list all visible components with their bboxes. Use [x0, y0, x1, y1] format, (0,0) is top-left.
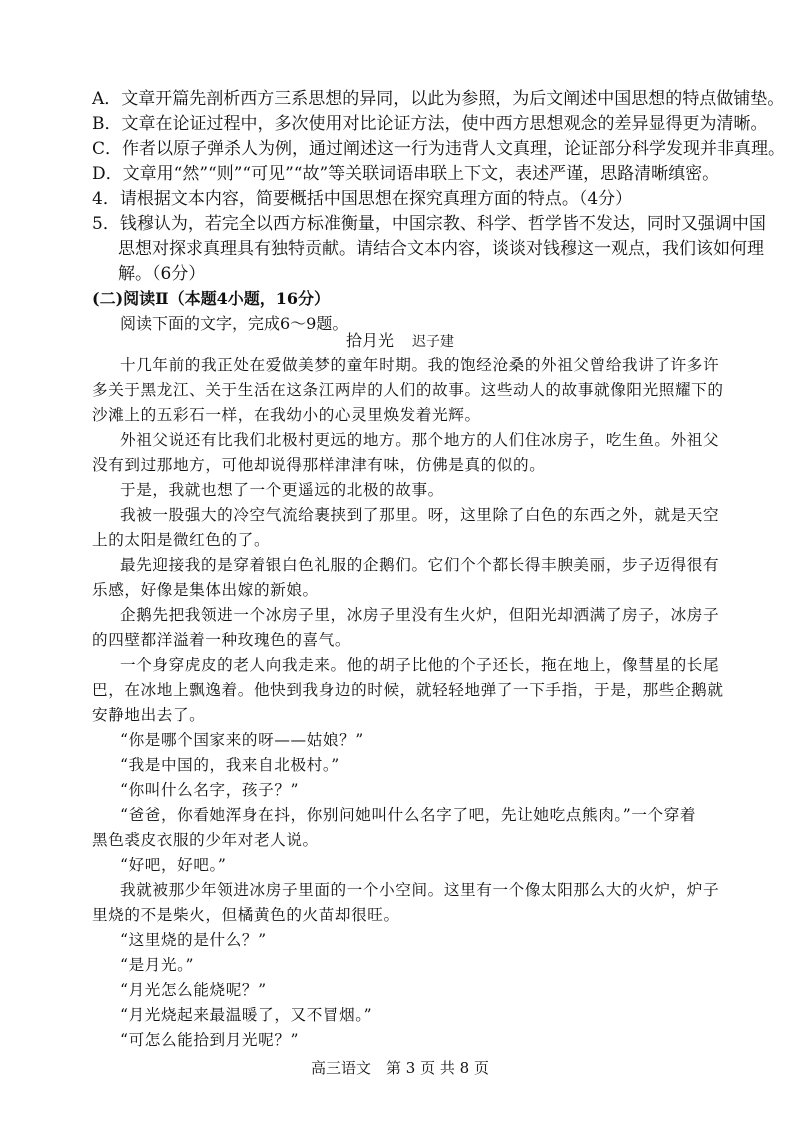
story-line: 外祖父说还有比我们北极村更远的地方。那个地方的人们住冰房子，吃生鱼。外祖父	[120, 431, 720, 449]
dialogue-line: “这里烧的是什么？”	[120, 931, 267, 949]
story-line: 黑色裘皮衣服的少年对老人说。	[92, 831, 319, 849]
story-title: 拾月光	[345, 331, 394, 350]
option-c: C．作者以原子弹杀人为例，通过阐述这一行为违背人文真理，论证部分科学发现并非真理。	[92, 139, 786, 159]
story-line: 我就被那少年领进冰房子里面的一个小空间。这里有一个像太阳那么大的火炉，炉子	[120, 881, 720, 899]
story-line: 我被一股强大的冷空气流给裹挟到了那里。呀，这里除了白色的东西之外，就是天空	[120, 506, 720, 524]
page-footer: 高三语文 第 3 页 共 8 页	[311, 1059, 489, 1077]
story-line: 企鹅先把我领进一个冰房子里，冰房子里没有生火炉，但阳光却洒满了房子，冰房子	[120, 606, 720, 624]
story-line: 没有到过那地方，可他却说得那样津津有味，仿佛是真的似的。	[92, 456, 546, 474]
story-line: 乐感，好像是集体出嫁的新娘。	[92, 581, 319, 599]
question-4: 4．请根据文本内容，简要概括中国思想在探究真理方面的特点。（4分）	[92, 189, 633, 209]
dialogue-line: “你是哪个国家来的呀——姑娘？”	[120, 731, 364, 749]
story-line: 沙滩上的五彩石一样，在我幼小的心灵里焕发着光辉。	[92, 406, 481, 424]
dialogue-line: “是月光。”	[120, 956, 195, 974]
option-a: A．文章开篇先剖析西方三系思想的异同，以此为参照，为后文阐述中国思想的特点做铺垫。	[92, 89, 785, 109]
story-line: 一个身穿虎皮的老人向我走来。他的胡子比他的个子还长，拖在地上，像彗星的长尾	[120, 656, 720, 674]
dialogue-line: “我是中国的，我来自北极村。”	[120, 756, 340, 774]
story-line: 最先迎接我的是穿着银白色礼服的企鹅们。它们个个都长得丰腴美丽，步子迈得很有	[120, 556, 720, 574]
question-5-line-3: 解。（6分）	[118, 264, 206, 284]
dialogue-line: “你叫什么名字，孩子？”	[120, 781, 300, 799]
dialogue-line: “可怎么能拾到月光呢？”	[120, 1031, 300, 1049]
dialogue-line: “好吧，好吧。”	[120, 856, 227, 874]
dialogue-line: “爸爸，你看她浑身在抖，你别问她叫什么名字了吧，先让她吃点熊肉。”一个穿着	[120, 806, 697, 824]
story-line: 里烧的不是柴火，但橘黄色的火苗却很旺。	[92, 906, 400, 924]
story-line: 的四壁都洋溢着一种玫瑰色的喜气。	[92, 631, 352, 649]
story-line: 于是，我就也想了一个更遥远的北极的故事。	[120, 481, 444, 499]
story-title-line	[0, 330, 800, 353]
question-5-line-1: 5．钱穆认为，若完全以西方标准衡量，中国宗教、科学、哲学皆不发达，同时又强调中国	[92, 214, 766, 234]
story-author: 迟子建	[412, 334, 454, 350]
story-line: 巴，在冰地上飘逸着。他快到我身边的时候，就轻轻地弹了一下手指，于是，那些企鹅就	[92, 681, 724, 699]
option-d: D．文章用“然”“则”“可见”“故”等关联词语串联上下文，表述严谨，思路清晰缜密。	[92, 164, 720, 184]
option-b: B．文章在论证过程中，多次使用对比论证方法，使中西方思想观念的差异显得更为清晰。	[92, 114, 768, 134]
story-line: 上的太阳是微红色的了。	[92, 531, 271, 549]
dialogue-line: “月光怎么能烧呢？”	[120, 981, 267, 999]
section-heading: (二)阅读Ⅱ（本题4小题，16分）	[92, 289, 331, 308]
question-5-line-2: 思想对探求真理具有独特贡献。请结合文本内容，谈谈对钱穆这一观点，我们该如何理	[118, 239, 764, 259]
section-instruction: 阅读下面的文字，完成6～9题。	[120, 314, 349, 333]
dialogue-line: “月光烧起来最温暖了，又不冒烟。”	[120, 1006, 373, 1024]
story-line: 安静地出去了。	[92, 706, 206, 724]
story-line: 多关于黑龙江、关于生活在这条江两岸的人们的故事。这些动人的故事就像阳光照耀下的	[92, 381, 724, 399]
story-line: 十几年前的我正处在爱做美梦的童年时期。我的饱经沧桑的外祖父曾给我讲了许多许	[120, 356, 720, 374]
